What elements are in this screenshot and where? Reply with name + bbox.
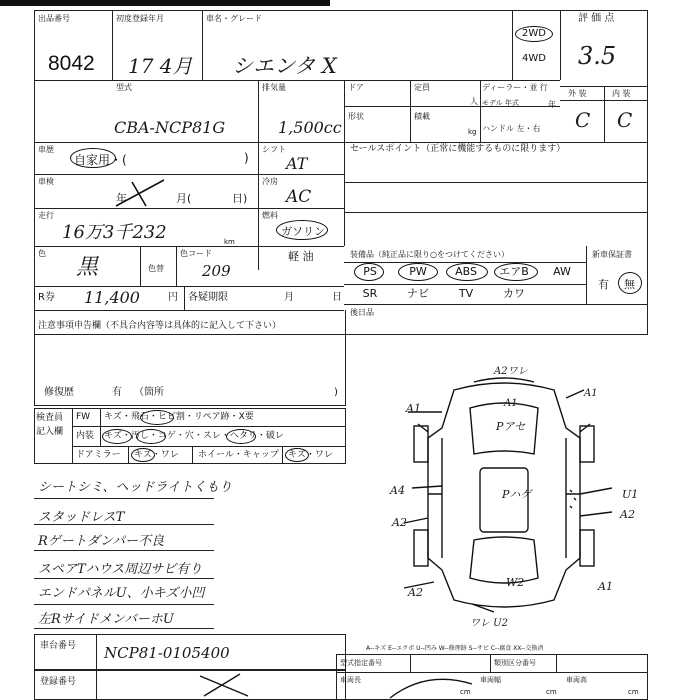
divider [344,182,648,183]
remark-line [34,628,214,629]
divider [192,446,193,464]
top-banner [0,0,330,6]
divider [344,142,345,246]
remark-line [34,578,214,579]
class-label: 類別区分番号 [494,659,536,667]
door-label: ドア [348,83,364,92]
use-value: 自家用・( [74,153,127,167]
interior-items: キズ・汚し・コゲ・穴・スレ・ヘタリ・破レ [104,431,284,441]
divider [96,670,97,700]
divider [344,304,648,305]
displacement-value: 1,500cc [278,118,342,137]
shape-label: 形状 [348,112,364,121]
diag-right-a2: A2 [620,508,635,521]
equip-abs: ABS [455,265,477,278]
handle-label: ハンドル 左・右 [482,124,541,133]
model-value: シエンタ X [232,54,337,78]
diag-hood: Pアセ [496,420,526,433]
remark-line [34,524,214,525]
year-unit: 年 [548,100,556,109]
divider [480,80,481,142]
drive-2wd: 2WD [522,28,546,39]
equip-abs-circle [446,263,488,281]
diag-rear-wu2: ワレ U2 [470,618,508,629]
shift-label: シフト [262,145,286,154]
inspection-month: 月( [176,192,192,205]
divider [490,654,491,672]
divider [176,246,177,286]
remark-1: シートシミ、ヘッドライトくもり [38,480,233,495]
diag-front-a1: A1 [504,398,518,409]
divider [586,246,587,304]
notes-frame [34,310,346,406]
fw-stone-circle [140,410,174,425]
equip-pw-circle [398,263,438,281]
divider [34,142,648,143]
diag-left-a2: A2 [392,516,407,529]
displacement-label: 排気量 [262,83,286,92]
divider [410,80,411,142]
interior-scratch-circle [102,429,132,444]
first-reg-label: 初度登録年月 [116,14,164,23]
recycle-unit: 円 [168,292,178,303]
chassis-value: NCP81-0105400 [104,644,230,662]
shift-value: AT [286,154,308,173]
inspection-day: 日) [232,192,248,205]
divider [34,174,344,175]
cooling-value: AC [286,187,312,207]
height-label: 車両高 [566,676,587,684]
diag-rear-a1: A1 [598,580,613,593]
divider [560,10,561,80]
color-label: 色 [38,249,46,258]
divider [128,446,129,464]
divider [604,86,605,142]
divider [100,408,101,446]
divider [258,80,259,142]
divider [344,80,345,142]
equip-leather: カワ [503,287,525,300]
use-close: ) [244,151,249,165]
width-label: 車両幅 [480,676,501,684]
fuel-label: 燃料 [262,211,278,220]
diag-right-a1: A1 [584,388,598,399]
load-label: 積載 [414,112,430,121]
change-label: 色替 [148,264,164,273]
mileage-unit: km [224,238,235,246]
color-code-value: 209 [202,262,231,280]
model-label: 車名・グレード [206,14,262,23]
load-unit: kg [468,128,477,136]
divider [258,142,259,270]
color-code-label: 色コード [180,249,212,258]
interior-label: 内装 [76,431,95,441]
exterior-label: 外 装 [568,89,587,98]
first-reg-value: 17 4月 [128,54,193,78]
use-label: 車歴 [38,145,54,154]
color-value: 黒 [76,255,99,280]
lot-label: 出品番号 [38,14,70,23]
width-unit: cm [546,688,557,696]
interior-grade: C [617,108,633,132]
mirror-items: キズ・ワレ [134,450,179,460]
height-unit: cm [628,688,639,696]
divider [34,286,344,287]
equipment-label: 装備品（純正品に限り○をつけてください） [350,250,509,259]
wheel-cap-label: ホイール・キャップ [198,450,279,460]
repair-place: （箇所 [134,387,164,398]
cooling-label: 冷房 [262,177,278,186]
interior-label: 内 装 [612,89,631,98]
caution-label: 注意事項申告欄（不具合内容等は具体的に記入して下さい） [38,321,282,331]
diag-trunk: W2 [506,576,525,589]
fw-label: FW [76,412,91,422]
equip-aw: AW [553,265,571,278]
selling-points-label: セールスポイント（正常に機能するものに限ります） [350,144,566,154]
equip-pw: PW [409,265,427,278]
tax-label: 各疑期限 [188,292,228,303]
model-year-label: モデル 年式 [482,99,519,107]
door-mirror-label: ドアミラー [76,450,121,460]
cap-items: キズ・ワレ [288,450,333,460]
inspection-label: 車検 [38,177,54,186]
equip-navi: ナビ [407,287,429,300]
equip-ps-circle [354,263,384,281]
diag-roof-top: A2ワレ [494,366,528,377]
damage-legend: A--キズ E--エクボ U--凹み W--修理跡 S--サビ C--腐食 XX--交換済 [366,645,544,652]
remark-line [34,498,214,499]
diag-left-a1: A1 [406,402,421,415]
inspection-year: 年 [116,192,127,205]
length-label: 車両長 [340,676,361,684]
warranty-yes: 有 [598,278,609,291]
diag-roof: Pハゲ [502,488,532,501]
reg-frame [34,670,346,700]
remark-line [34,550,214,551]
divider [72,408,73,464]
mileage-label: 走行 [38,211,54,220]
divider [202,10,203,80]
type-value: CBA-NCP81G [114,118,226,137]
exterior-grade: C [575,108,591,132]
divider [184,286,185,310]
remark-6: 左RサイドメンバーホU [38,612,174,627]
mileage-value: 16万3千232 [62,222,167,243]
tax-month: 月 [284,292,294,303]
equip-tv: TV [458,287,474,300]
divider [344,106,560,107]
lot-number: 8042 [48,52,95,75]
type-label: 型式 [116,83,132,92]
drive-4wd: 4WD [522,53,546,64]
reg-strike [196,672,256,698]
recycle-label: R券 [38,292,55,303]
capacity-unit: 人 [470,97,478,106]
cap-scratch-circle [285,448,309,462]
divider [34,208,344,209]
fuel-value: ガソリン [281,225,325,238]
equip-sr: SR [362,287,378,300]
divider [282,446,283,464]
diag-rear-a2: A2 [408,586,423,599]
divider [96,634,97,670]
mirror-scratch-circle [131,448,155,462]
reg-label: 登録番号 [40,677,77,687]
spec-arc [386,674,476,700]
fuel-other: 軽 油 [288,250,314,263]
score-label: 評 価 点 [578,13,615,24]
remark-2: スタッドレスT [38,510,125,525]
divider [560,100,648,101]
equip-airbag: エアB [499,265,529,278]
dealer-label: ディーラー・並 行 [482,83,548,92]
recycle-value: 11,400 [84,288,140,307]
remark-5: エンドパネルU、小キズ小凹 [38,586,205,601]
repair-close: ) [334,387,338,398]
inspector-label-1: 検査員 [36,413,64,423]
divider [34,246,344,247]
new-warranty-label: 新車保証書 [592,250,632,259]
chassis-label: 車台番号 [40,641,77,651]
divider [344,212,648,213]
rear-seat-label: 後日品 [350,308,374,317]
divider [410,654,411,672]
length-unit: cm [460,688,471,696]
divider [512,10,513,80]
divider [344,284,586,285]
divider [72,446,346,447]
score-value: 3.5 [578,42,617,70]
remark-3: Rゲートダンパー不良 [38,534,165,549]
remark-4: スペアTハウス周辺サビ有り [38,562,203,577]
capacity-label: 定員 [414,83,430,92]
warranty-no: 無 [624,278,635,291]
inspection-strike [112,176,172,210]
equip-ps: PS [363,265,377,278]
equipment-row2 [346,286,542,304]
divider [140,246,141,286]
remark-line [34,604,214,605]
repair-label: 修復歴 [44,387,74,398]
interior-stain-circle [136,429,166,444]
repair-yes: 有 [112,387,122,398]
interior-wear-circle [226,429,256,444]
divider [112,10,113,80]
divider [34,80,560,81]
equip-airbag-circle [494,263,538,281]
ftype-label: 型式指定番号 [340,659,382,667]
divider [72,426,346,427]
divider [336,672,648,673]
inspector-label-2: 記入欄 [36,427,64,437]
diag-left-a4: A4 [390,484,405,497]
tax-day: 日 [332,292,342,303]
diag-right-u1: U1 [622,488,639,501]
fw-items: キズ・飛石・ヒビ割・リペア跡・X要 [104,412,254,422]
divider [556,654,557,672]
